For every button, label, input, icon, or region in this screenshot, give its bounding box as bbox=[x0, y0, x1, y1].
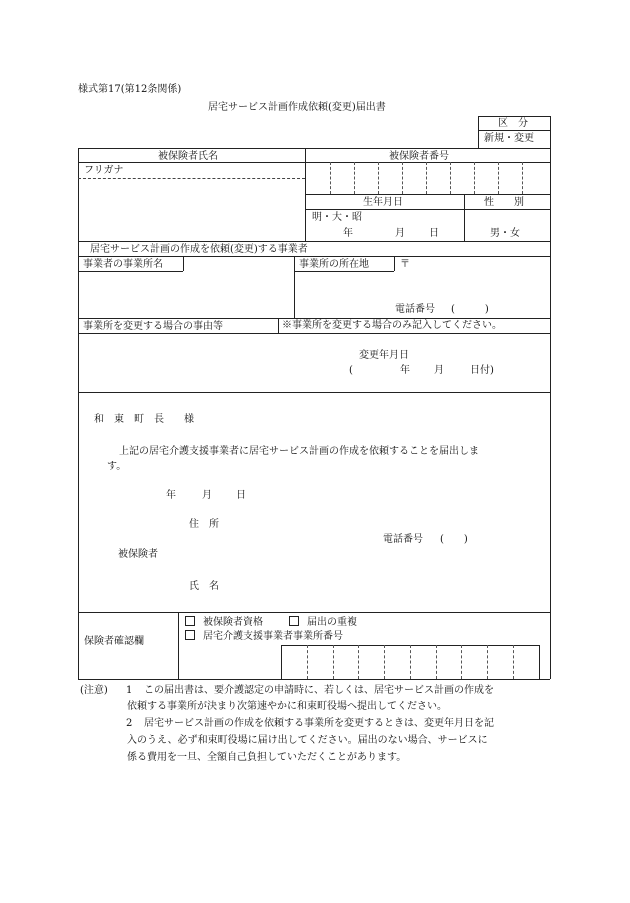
provider-phone-label: 電話番号 bbox=[395, 304, 435, 315]
checkbox-icon[interactable] bbox=[185, 616, 195, 626]
address-field[interactable] bbox=[230, 518, 530, 532]
checkbox-insured-status-label: 被保険者資格 bbox=[203, 617, 263, 628]
office-address-label: 事業所の所在地 bbox=[299, 259, 369, 270]
gender-options[interactable]: 男・女 bbox=[490, 228, 520, 239]
office-address-field[interactable] bbox=[412, 258, 547, 272]
declaration-day: 日 bbox=[236, 490, 246, 501]
checkbox-duplicate-label: 届出の重複 bbox=[307, 617, 357, 628]
name-label: 氏 名 bbox=[189, 581, 219, 592]
office-number-field[interactable] bbox=[282, 646, 538, 678]
office-name-field[interactable] bbox=[80, 273, 290, 315]
checkbox-office-number[interactable] bbox=[185, 630, 343, 642]
statement-line-2: す。 bbox=[107, 461, 127, 472]
note-2-line-2: 入のうえ、必ず和束町役場に届け出してください。届出のない場合、サービスに bbox=[127, 735, 488, 746]
provider-phone-field[interactable]: ( ) bbox=[451, 304, 489, 315]
form-title: 居宅サービス計画作成依頼(変更)届出書 bbox=[208, 102, 386, 113]
change-date-paren: ( bbox=[349, 365, 353, 376]
form-number: 様式第17(第12条関係) bbox=[78, 84, 182, 95]
change-reason-label: 事業所を変更する場合の事由等 bbox=[83, 321, 223, 332]
statement-line-1: 上記の居宅介護支援事業者に居宅サービス計画の作成を依頼することを届出しま bbox=[119, 446, 479, 457]
applicant-phone-label: 電話番号 bbox=[383, 534, 423, 545]
gender-label: 性 別 bbox=[484, 197, 524, 208]
category-label: 区 分 bbox=[498, 118, 528, 129]
era-options[interactable]: 明・大・昭 bbox=[312, 212, 362, 223]
change-date-day: 日付) bbox=[470, 365, 494, 376]
insured-number-field[interactable] bbox=[306, 163, 549, 193]
note-2-line-1: 居宅サービス計画の作成を依頼する事業所を変更するときは、変更年月日を記 bbox=[144, 718, 494, 729]
birth-year-unit: 年 bbox=[343, 228, 353, 239]
checkbox-office-number-label: 居宅介護支援事業者事業所番号 bbox=[203, 631, 343, 642]
checkbox-duplicate[interactable] bbox=[289, 616, 357, 628]
insured-name-field[interactable] bbox=[90, 182, 290, 236]
note-2-line-3: 係る費用を一旦、全額自己負担していただくことがあります。 bbox=[127, 752, 407, 763]
furigana-label: フリガナ bbox=[84, 165, 124, 176]
change-date-label: 変更年月日 bbox=[359, 350, 409, 361]
address-label: 住 所 bbox=[189, 519, 219, 530]
birthdate-label: 生年月日 bbox=[363, 197, 403, 208]
note-2-number: 2 bbox=[126, 718, 133, 729]
checkbox-icon[interactable] bbox=[185, 630, 195, 640]
checkbox-insured-status[interactable] bbox=[185, 616, 263, 628]
birth-month-unit: 月 bbox=[395, 228, 405, 239]
note-1-line-2: 依頼する事業所が決まり次第速やかに和束町役場へ提出してください。 bbox=[127, 701, 447, 712]
checkbox-icon[interactable] bbox=[289, 616, 299, 626]
birth-day-unit: 日 bbox=[429, 228, 439, 239]
office-name-label: 事業者の事業所名 bbox=[83, 259, 163, 270]
insured-person-label: 被保険者 bbox=[118, 549, 158, 560]
insurer-check-label: 保険者確認欄 bbox=[84, 636, 144, 647]
category-value[interactable]: 新規・変更 bbox=[484, 133, 534, 144]
notes-prefix: (注意) bbox=[80, 685, 108, 696]
insured-number-label: 被保険者番号 bbox=[389, 151, 449, 162]
applicant-phone-field[interactable]: ( ) bbox=[440, 534, 468, 545]
provider-section-title: 居宅サービス計画の作成を依頼(変更)する事業者 bbox=[90, 244, 308, 255]
note-1-line-1: この届出書は、要介護認定の申請時に、若しくは、居宅サービス計画の作成を bbox=[144, 685, 494, 696]
change-notice: ※事業所を変更する場合のみ記入してください。 bbox=[282, 320, 502, 331]
addressee: 和 東 町 長 様 bbox=[94, 414, 194, 425]
change-date-year: 年 bbox=[400, 365, 410, 376]
declaration-year: 年 bbox=[166, 490, 176, 501]
note-1-number: 1 bbox=[126, 685, 133, 696]
postal-mark: 〒 bbox=[400, 259, 410, 270]
declaration-month: 月 bbox=[202, 490, 212, 501]
change-date-month: 月 bbox=[434, 365, 444, 376]
insured-name-label: 被保険者氏名 bbox=[158, 151, 218, 162]
applicant-name-field[interactable] bbox=[230, 580, 530, 594]
